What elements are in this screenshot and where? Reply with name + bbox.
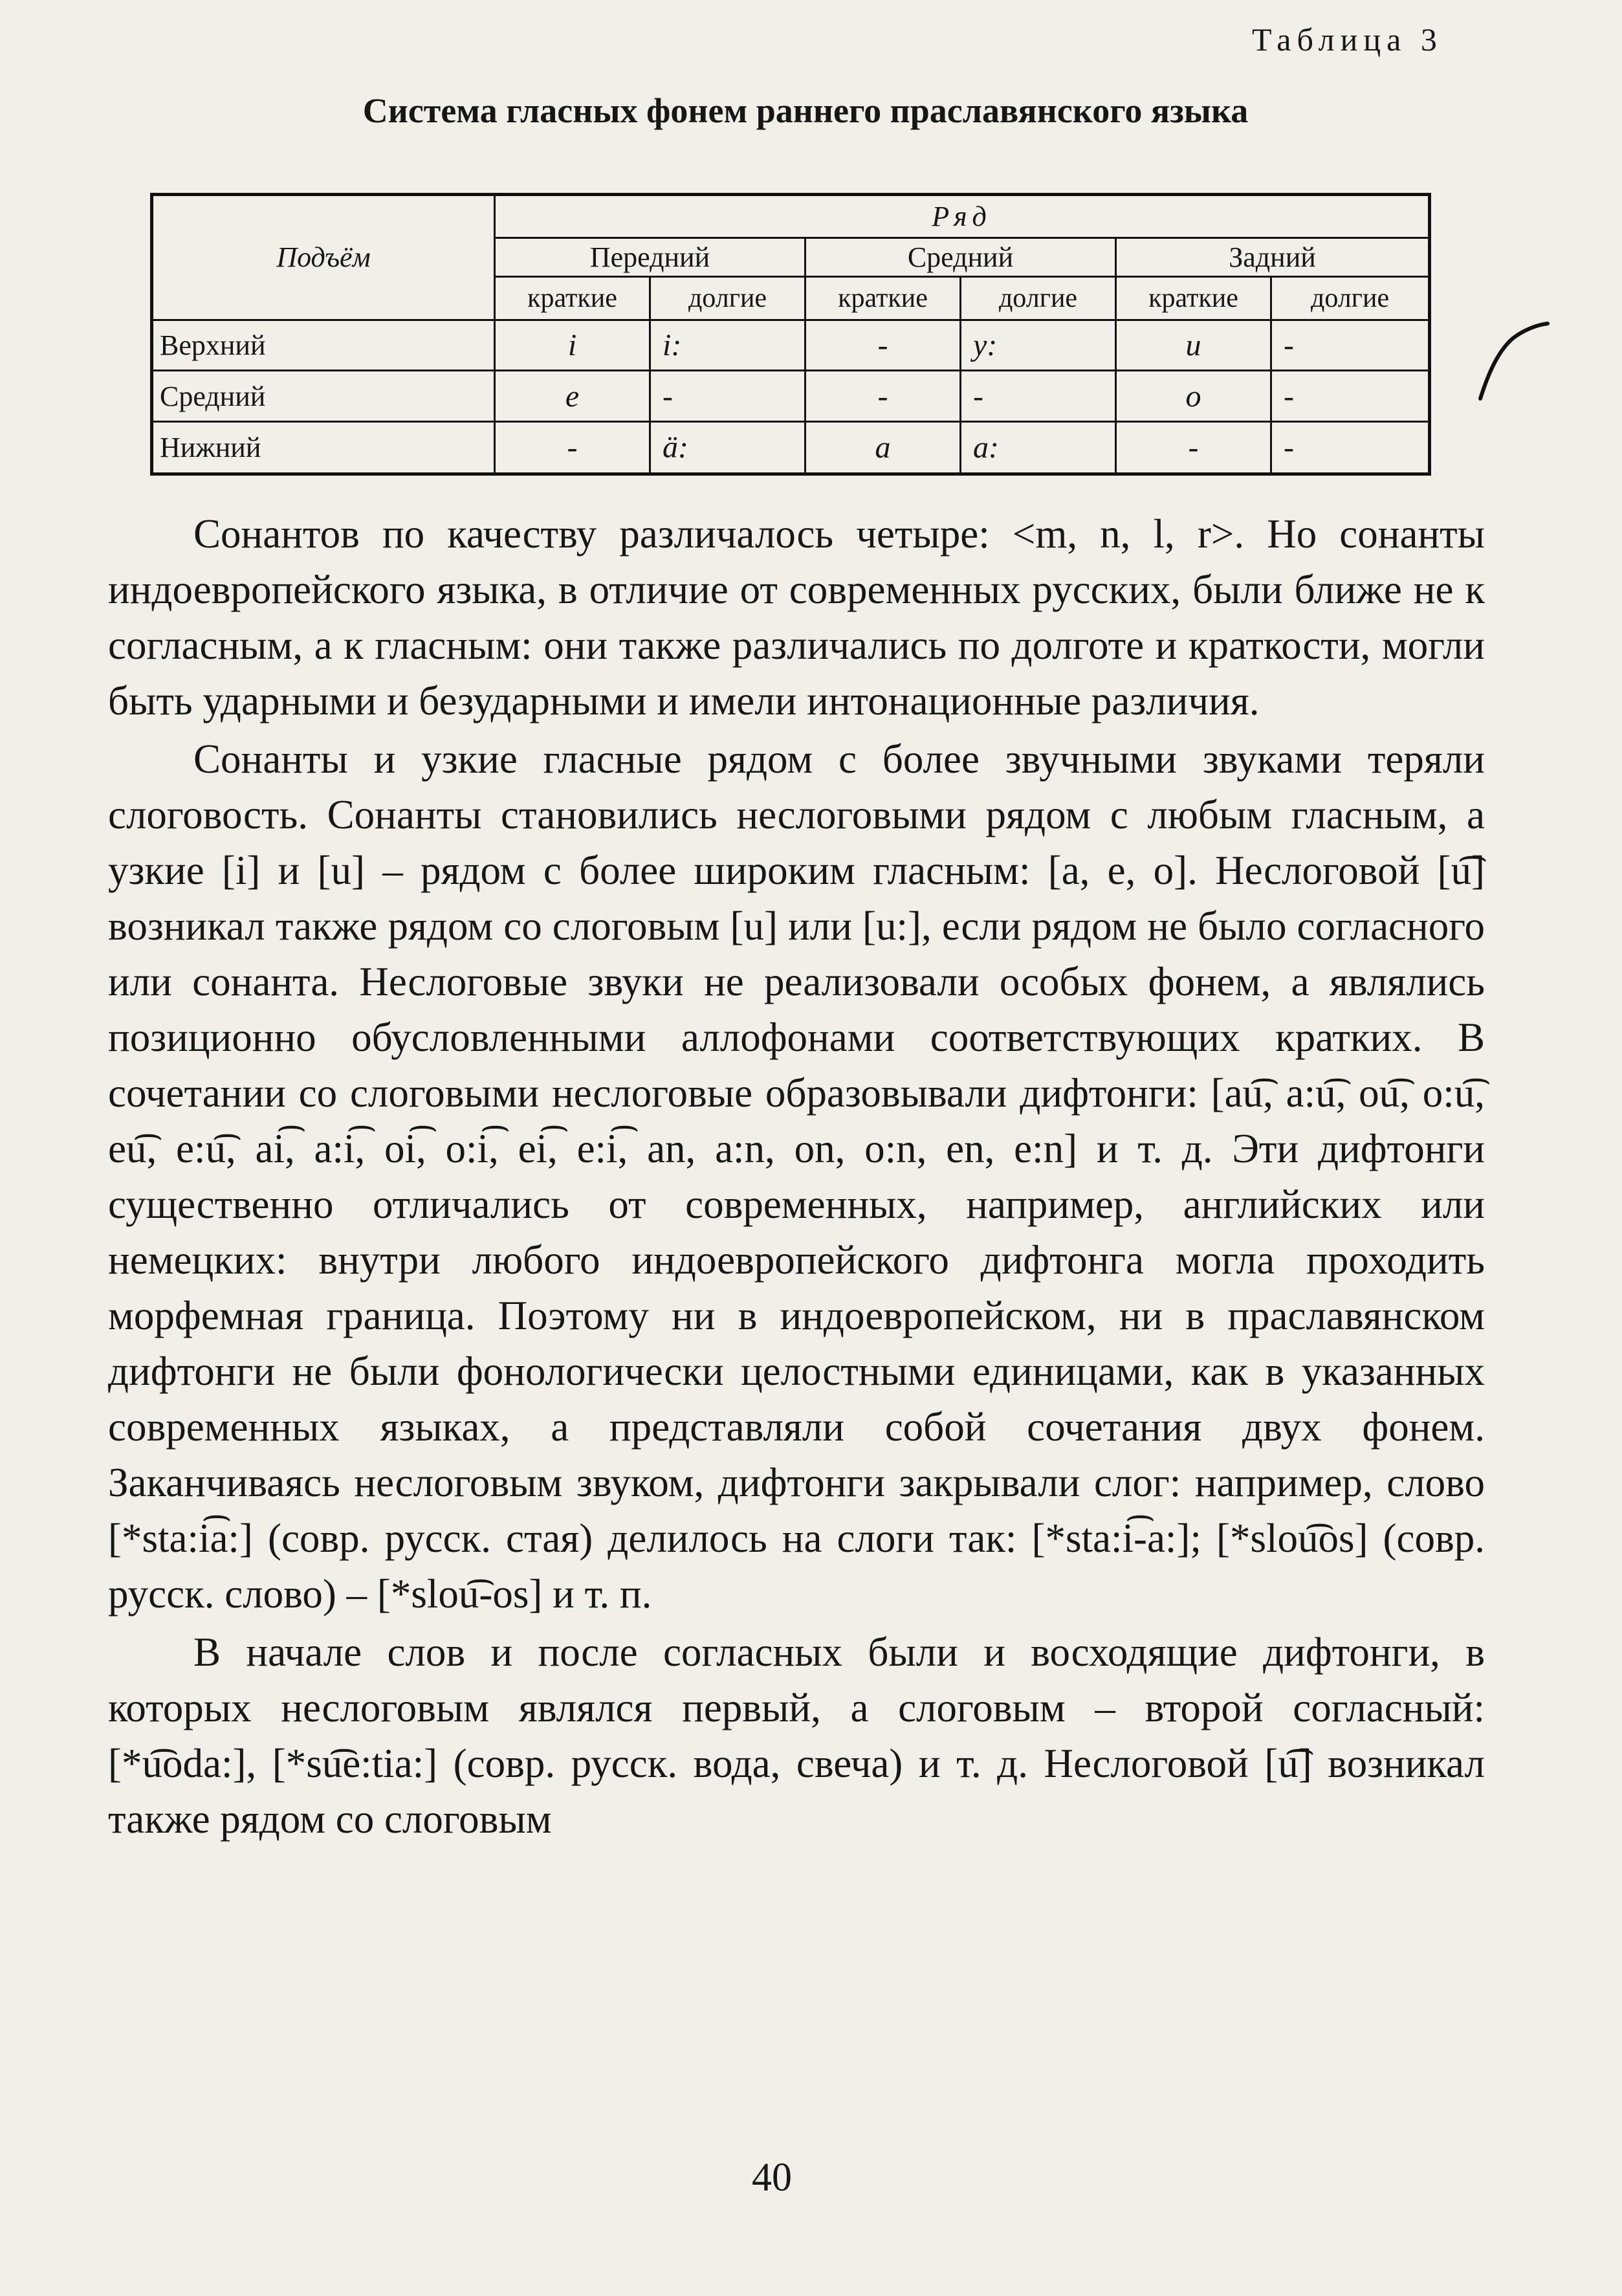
header-podyom: Подъём — [152, 195, 495, 320]
table-cell: - — [650, 371, 806, 422]
body-text — [108, 506, 1485, 1849]
page-number: 40 — [752, 2156, 792, 2200]
subheader-short: краткие — [806, 277, 961, 320]
header-column-central: Средний — [806, 237, 1116, 277]
paragraph: В начале слов и после согласных были и восходящие дифтонги, в которых неслоговым являлся первый, а слоговым – второй согласный: [*u͡oda:], [*su͡e:tia:] (совр. русск. вода, свеча) и т. д. Неслоговой [u͡] возникал также рядом со слоговым — [108, 1629, 1485, 1842]
table-cell: - — [806, 320, 961, 371]
table-cell: - — [1271, 422, 1430, 474]
table-cell: u — [1116, 320, 1271, 371]
table-cell: - — [1271, 371, 1430, 422]
table-row — [152, 320, 1430, 371]
paragraph: Сонантов по качеству различалось четыре: <m, n, l, r>. Но сонанты индоевропейского языка, в отличие от современных русских, были ближе не к согласным, а к гласным: они также различались по долготе и краткости, могли быть ударными и безударными и имели интонационные различия. — [108, 511, 1485, 723]
table-cell: - — [495, 422, 650, 474]
header-column-front: Передний — [495, 237, 806, 277]
row-name: Верхний — [152, 320, 495, 371]
header-column-back: Задний — [1116, 237, 1430, 277]
table-label: Таблица 3 — [1252, 21, 1443, 58]
table-cell: - — [1271, 320, 1430, 371]
table-cell: - — [961, 371, 1116, 422]
table-row — [152, 371, 1430, 422]
subheader-short: краткие — [1116, 277, 1271, 320]
pen-mark-icon — [1469, 316, 1553, 406]
table-cell: a — [806, 422, 961, 474]
row-name: Средний — [152, 371, 495, 422]
table-cell: i — [495, 320, 650, 371]
table-cell: - — [1116, 422, 1271, 474]
table-cell: e — [495, 371, 650, 422]
subheader-long: долгие — [961, 277, 1116, 320]
paragraph: Сонанты и узкие гласные рядом с более звучными звуками теряли слоговость. Сонанты становились неслоговыми рядом с любым гласным, а узкие [i] и [u] – рядом с более широким гласным: [a, e, o]. Неслоговой [u͡] возникал также рядом со слоговым [u] или [u:], если рядом не было согласного или сонанта. Неслоговые звуки не реализовали особых фонем, а являлись позиционно обусловленными аллофонами соответствующих кратких. В сочетании со слоговыми неслоговые образовывали дифтонги: [au͡, a:u͡, ou͡, o:u͡, eu͡, e:u͡, ai͡, a:i͡, oi͡, o:i͡, ei͡, e:i͡, an, a:n, on, o:n, en, e:n] и т. д. Эти дифтонги существенно отличались от современных, например, английских или немецких: внутри любого индоевропейского дифтонга могла проходить морфемная граница. Поэтому ни в индоевропейском, ни в праславянском дифтонги не были фонологически целостными единицами, как в указанных современных языках, а представляли собой сочетания двух фонем. Заканчиваясь неслоговым звуком, дифтонги закрывали слог: например, слово [*sta:i͡a:] (совр. русск. стая) делилось на слоги так: [*sta:i͡-a:]; [*slou͡os] (совр. русск. слово) – [*slou͡-os] и т. п. — [108, 736, 1485, 1617]
table-cell: y: — [961, 320, 1116, 371]
subheader-short: краткие — [495, 277, 650, 320]
table-cell: o — [1116, 371, 1271, 422]
table-title: Система гласных фонем раннего праславянского языка — [362, 91, 1249, 130]
vowel-phoneme-table — [150, 193, 1431, 476]
table-row — [152, 422, 1430, 474]
table-cell: i: — [650, 320, 806, 371]
table-cell: a: — [961, 422, 1116, 474]
subheader-long: долгие — [1271, 277, 1430, 320]
table-cell: - — [806, 371, 961, 422]
subheader-long: долгие — [650, 277, 806, 320]
row-name: Нижний — [152, 422, 495, 474]
table-cell: ä: — [650, 422, 806, 474]
header-ryad: Ряд — [495, 195, 1430, 238]
